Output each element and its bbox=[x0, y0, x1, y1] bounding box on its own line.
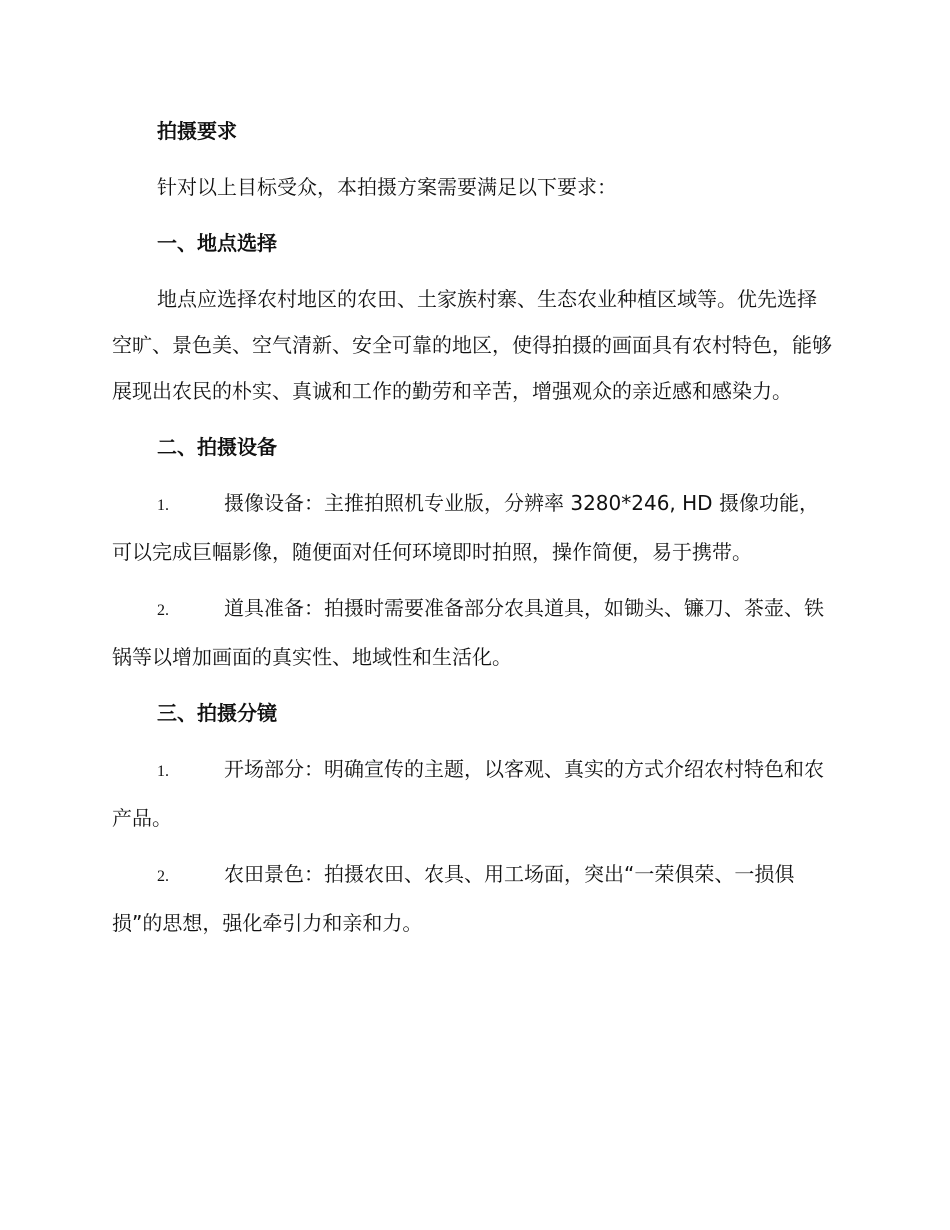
list-item bbox=[112, 851, 836, 946]
list-number: 1. bbox=[157, 497, 169, 514]
section-heading-storyboard: 三、拍摄分镜 bbox=[157, 701, 277, 725]
list-item-text: 农田景色：拍摄农田、农具、用工场面，突出“一荣俱荣、一损俱损”的思想，强化牵引力和亲和力。 bbox=[112, 862, 795, 935]
list-item-text: 开场部分：明确宣传的主题，以客观、真实的方式介绍农村特色和农产品。 bbox=[112, 757, 824, 830]
section-heading-location: 一、地点选择 bbox=[157, 231, 277, 255]
list-number: 1. bbox=[157, 763, 169, 780]
list-item bbox=[112, 746, 836, 841]
document-body bbox=[112, 108, 836, 956]
list-item bbox=[112, 585, 836, 680]
list-number: 2. bbox=[157, 602, 169, 619]
list-item-text: 道具准备：拍摄时需要准备部分农具道具，如锄头、镰刀、茶壶、铁锅等以增加画面的真实性、地域性和生活化。 bbox=[112, 596, 824, 669]
list-item bbox=[112, 480, 836, 575]
location-paragraph: 地点应选择农村地区的农田、土家族村寨、生态农业种植区域等。优先选择空旷、景色美、空气清新、安全可靠的地区，使得拍摄的画面具有农村特色，能够展现出农民的朴实、真诚和工作的勤劳和辛苦，增强观众的亲近感和感染力。 bbox=[112, 287, 832, 403]
intro-paragraph: 针对以上目标受众，本拍摄方案需要满足以下要求： bbox=[157, 175, 617, 199]
list-number: 2. bbox=[157, 868, 169, 885]
section-heading-equipment: 二、拍摄设备 bbox=[157, 435, 277, 459]
section-heading-requirements: 拍摄要求 bbox=[157, 119, 237, 143]
list-item-text: 摄像设备：主推拍照机专业版，分辨率 3280*246, HD 摄像功能，可以完成巨幅影像，随便面对任何环境即时拍照，操作简便，易于携带。 bbox=[112, 491, 819, 564]
